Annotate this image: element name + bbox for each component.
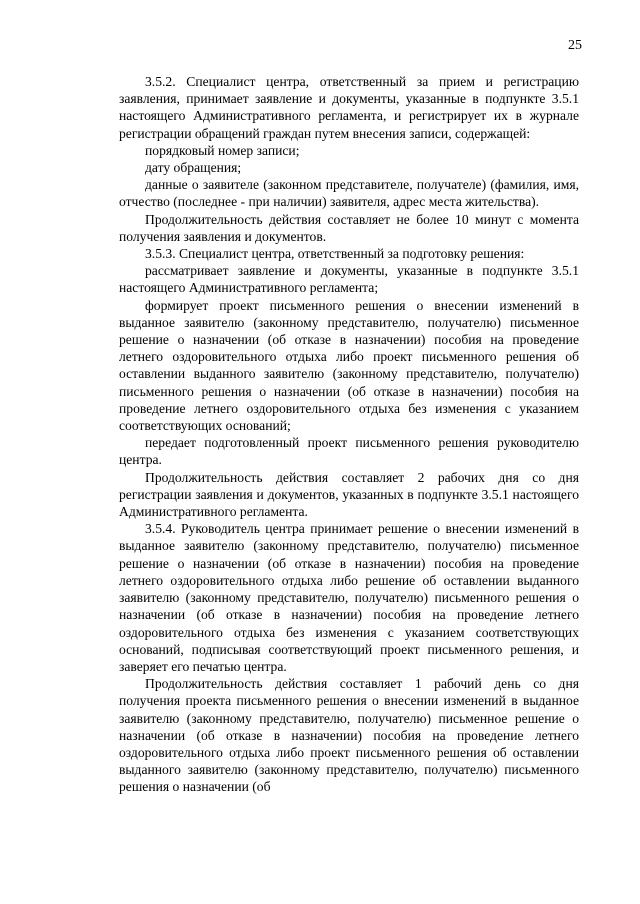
- list-item-reviews: рассматривает заявление и документы, указанные в подпункте 3.5.1 настоящего Административного регламента;: [119, 263, 579, 296]
- paragraph-3-5-4: 3.5.4. Руководитель центра принимает решение о внесении изменений в выданное заявителю (законному представителю, получателю) письменное решение о назначении (об отказе в назначении) пособия на проведение летнего оздоровительного отдыха либо решение об оставлении выданного заявителю (законному представителю, получателю) письменного решения о назначении (об отказе в назначении) пособия на проведение летнего оздоровительного отдыха без изменения с указанием соответствующих оснований, подписывая соответствующий проект письменного решения, и заверяет его печатью центра.: [119, 521, 579, 674]
- list-item-date: дату обращения;: [145, 160, 242, 176]
- paragraph-3-5-2: 3.5.2. Специалист центра, ответственный за прием и регистрацию заявления, принимает заявление и документы, указанные в подпункте 3.5.1 настоящего Административного регламента, и регистрирует их в журнале регистрации обращений граждан путем внесения записи, содержащей:: [119, 74, 579, 141]
- paragraph-duration-2: Продолжительность действия составляет 2 рабочих дня со дня регистрации заявления и документов, указанных в подпункте 3.5.1 настоящего Административного регламента.: [119, 469, 579, 520]
- paragraph-duration-3: Продолжительность действия составляет 1 рабочий день со дня получения проекта письменного решения о внесении изменений в выданное заявителю (законному представителю, получателю) письменное решение о назначении (об отказе в назначении) пособия на проведение летнего оздоровительного отдыха либо проект письменного решения об оставлении выданного заявителю (законному представителю, получателю) письменного решения о назначении (об: [119, 676, 579, 795]
- page-number: 25: [568, 38, 582, 53]
- paragraph-duration-1: Продолжительность действия составляет не более 10 минут с момента получения заявления и документов.: [119, 211, 579, 244]
- paragraph-3-5-3: 3.5.3. Специалист центра, ответственный за подготовку решения:: [145, 246, 525, 262]
- list-item-forms-draft: формирует проект письменного решения о внесении изменений в выданное заявителю (законному представителю, получателю) письменное решение о назначении (об отказе в назначении) пособия на проведение летнего оздоровительного отдыха либо проект письменного решения об оставлении выданного заявителю (законному представителю, получателю) письменного решения о назначении (об отказе в назначении) пособия на проведение летнего оздоровительного отдыха без изменения с указанием соответствующих оснований;: [119, 297, 579, 434]
- list-item-record-number: порядковый номер записи;: [145, 142, 300, 158]
- list-item-transfers: передает подготовленный проект письменного решения руководителю центра.: [119, 435, 579, 468]
- list-item-applicant-data: данные о заявителе (законном представителе, получателе) (фамилия, имя, отчество (последнее - при наличии) заявителя, адрес места жительства).: [119, 177, 579, 210]
- body-text: [119, 73, 579, 796]
